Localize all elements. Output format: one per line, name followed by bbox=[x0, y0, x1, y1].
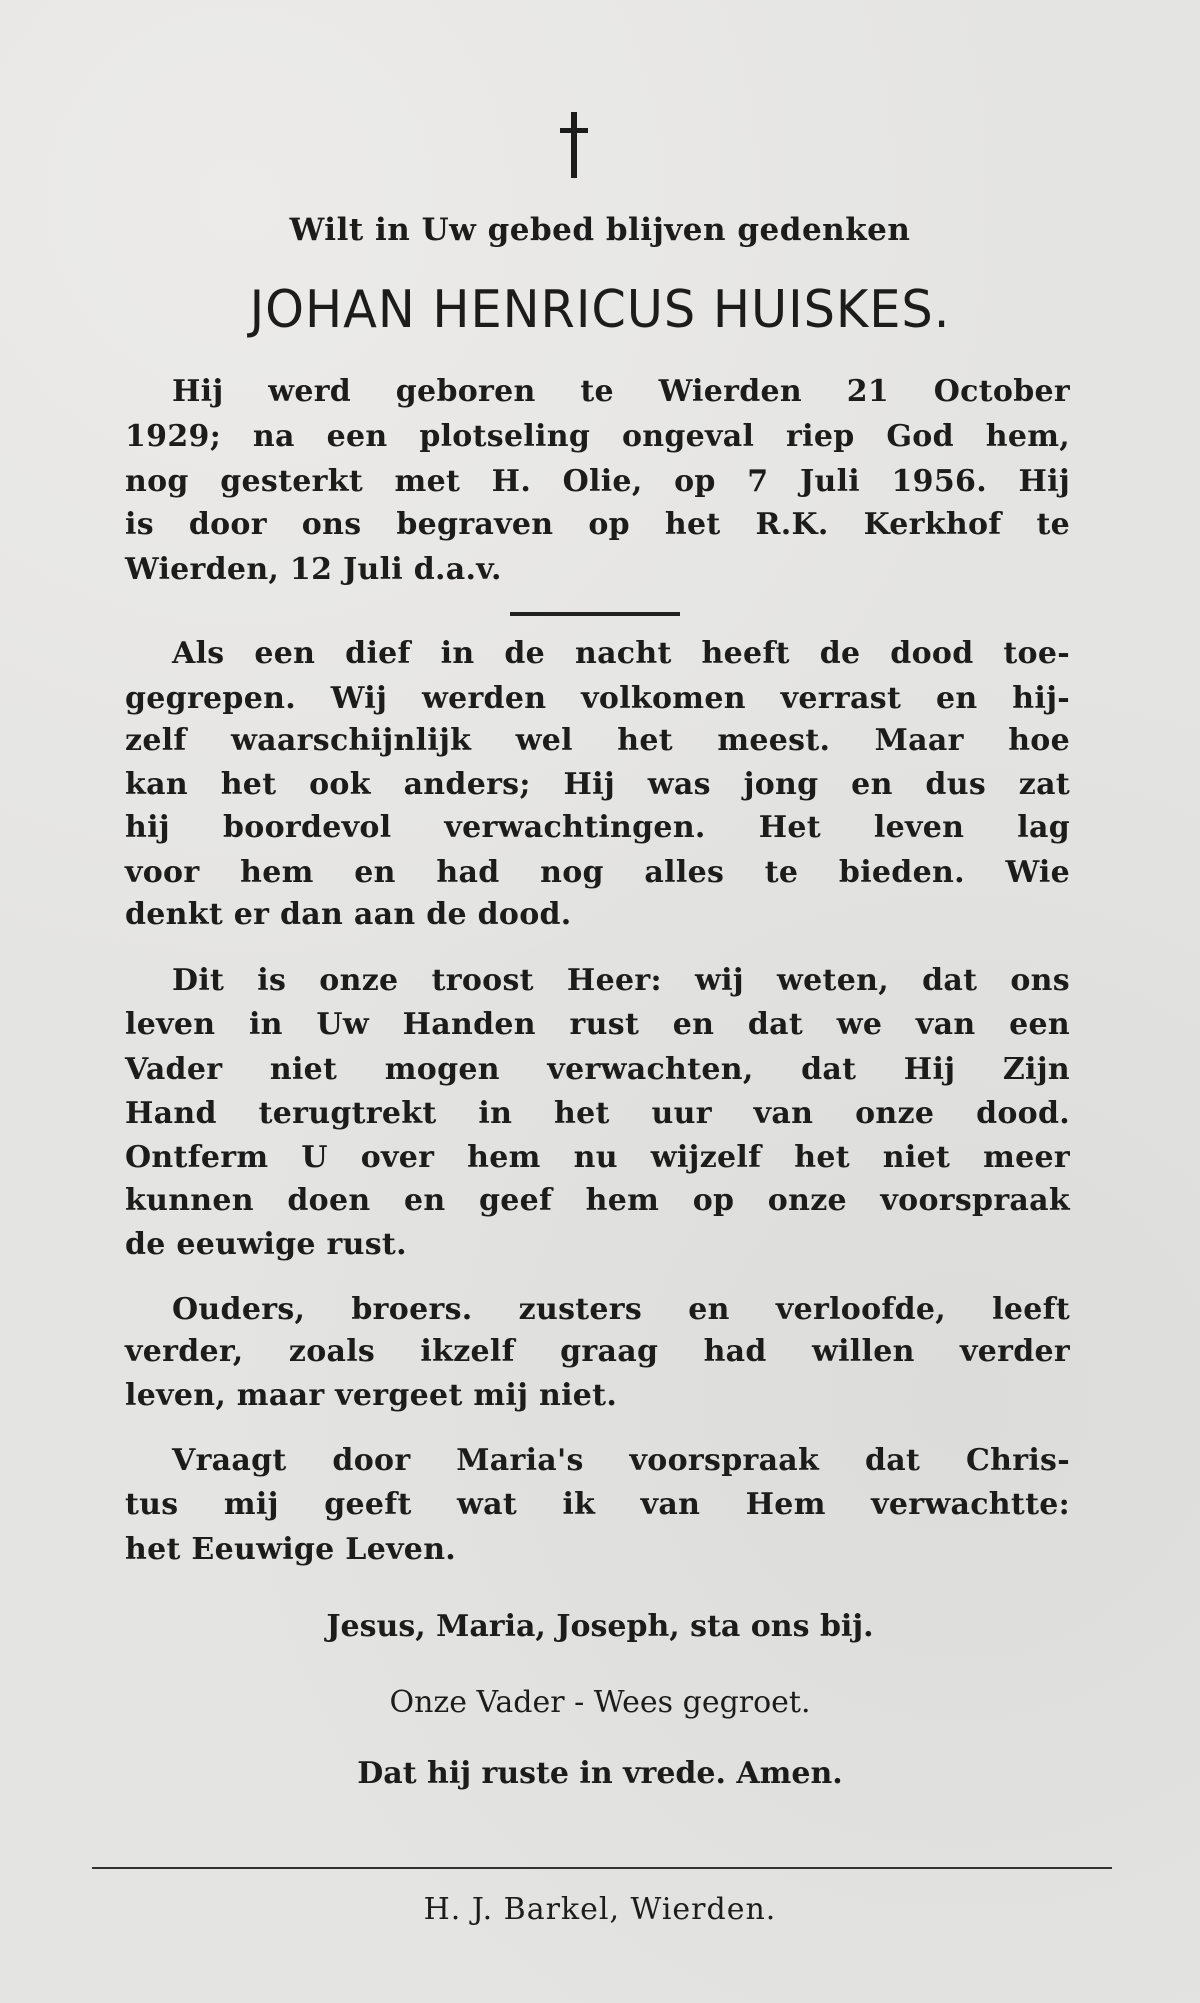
paragraph-2-line: Als een dief in de nacht heeft de dood toe- bbox=[172, 636, 1070, 671]
paragraph-5-line: het Eeuwige Leven. bbox=[125, 1532, 457, 1567]
paragraph-1-line: 1929; na een plotseling ongeval riep God hem, bbox=[125, 419, 1070, 454]
printer-credit: H. J. Barkel, Wierden. bbox=[423, 1892, 777, 1927]
deceased-name: JOHAN HENRICUS HUISKES. bbox=[249, 280, 951, 340]
paragraph-1-line: nog gesterkt met H. Olie, op 7 Juli 1956. Hij bbox=[125, 464, 1070, 499]
prayer-line: Onze Vader - Wees gegroet. bbox=[389, 1685, 811, 1720]
cross-icon bbox=[556, 112, 592, 178]
paragraph-5-line: Vraagt door Maria's voorspraak dat Chris- bbox=[172, 1443, 1070, 1478]
paragraph-2-line: zelf waarschijnlijk wel het meest. Maar hoe bbox=[125, 723, 1070, 758]
prayer-line: Jesus, Maria, Joseph, sta ons bij. bbox=[326, 1609, 874, 1644]
paragraph-3-line: Hand terugtrekt in het uur van onze dood. bbox=[125, 1096, 1070, 1131]
paragraph-3-line: Dit is onze troost Heer: wij weten, dat ons bbox=[172, 963, 1070, 998]
paragraph-1-line: Hij werd geboren te Wierden 21 October bbox=[172, 374, 1070, 409]
divider bbox=[510, 612, 680, 616]
paragraph-3-line: kunnen doen en geef hem op onze voorspraak bbox=[125, 1183, 1070, 1218]
paragraph-2-line: kan het ook anders; Hij was jong en dus zat bbox=[125, 767, 1070, 802]
paragraph-4-line: verder, zoals ikzelf graag had willen verder bbox=[125, 1334, 1070, 1369]
paragraph-2-line: hij boordevol verwachtingen. Het leven lag bbox=[125, 810, 1070, 845]
paragraph-2-line: voor hem en had nog alles te bieden. Wie bbox=[125, 855, 1070, 890]
paragraph-2-line: gegrepen. Wij werden volkomen verrast en hij- bbox=[125, 681, 1070, 716]
paragraph-5-line: tus mij geeft wat ik van Hem verwachtte: bbox=[125, 1487, 1070, 1522]
paragraph-3-line: leven in Uw Handen rust en dat we van een bbox=[125, 1007, 1070, 1042]
paragraph-2-line: denkt er dan aan de dood. bbox=[125, 897, 572, 932]
paragraph-3-line: Ontferm U over hem nu wijzelf het niet meer bbox=[125, 1140, 1070, 1175]
paragraph-1-line: Wierden, 12 Juli d.a.v. bbox=[125, 552, 502, 587]
paragraph-4-line: leven, maar vergeet mij niet. bbox=[125, 1378, 618, 1413]
bottom-rule bbox=[92, 1867, 1112, 1869]
paragraph-4-line: Ouders, broers. zusters en verloofde, leeft bbox=[172, 1292, 1070, 1327]
heading: Wilt in Uw gebed blijven gedenken bbox=[289, 212, 911, 248]
paragraph-3-line: de eeuwige rust. bbox=[125, 1227, 407, 1262]
paragraph-3-line: Vader niet mogen verwachten, dat Hij Zijn bbox=[125, 1052, 1070, 1087]
prayer-line: Dat hij ruste in vrede. Amen. bbox=[357, 1756, 843, 1791]
paragraph-1-line: is door ons begraven op het R.K. Kerkhof te bbox=[125, 507, 1070, 542]
